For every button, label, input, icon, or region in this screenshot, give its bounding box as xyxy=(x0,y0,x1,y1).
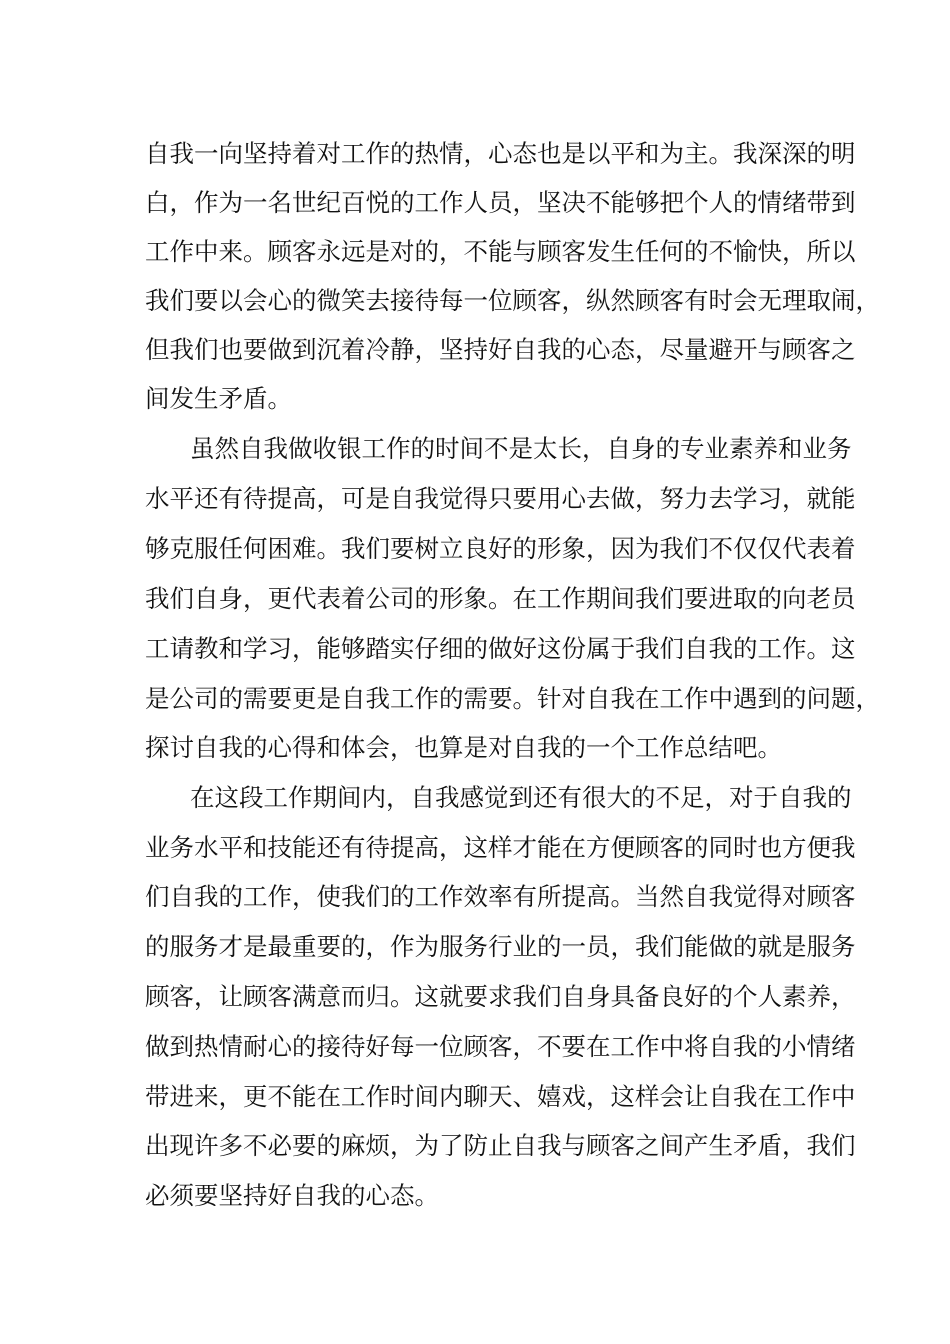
paragraph-3-line-1: 在这段工作期间内，自我感觉到还有很大的不足，对于自我的 xyxy=(190,783,852,812)
paragraph-3-line-3: 们自我的工作，使我们的工作效率有所提高。当然自我觉得对顾客 xyxy=(145,882,856,911)
paragraph-3-line-7: 带进来，更不能在工作时间内聊天、嬉戏，这样会让自我在工作中 xyxy=(145,1082,856,1111)
paragraph-3-line-8: 出现许多不必要的麻烦，为了防止自我与顾客之间产生矛盾，我们 xyxy=(145,1131,856,1160)
paragraph-2-line-3: 够克服任何困难。我们要树立良好的形象，因为我们不仅仅代表着 xyxy=(145,534,856,563)
paragraph-3-line-6: 做到热情耐心的接待好每一位顾客，不要在工作中将自我的小情绪 xyxy=(145,1032,856,1061)
paragraph-2-line-7: 探讨自我的心得和体会，也算是对自我的一个工作总结吧。 xyxy=(145,733,782,762)
paragraph-2-line-1: 虽然自我做收银工作的时间不是太长，自身的专业素养和业务 xyxy=(190,434,852,463)
paragraph-2-line-5: 工请教和学习，能够踏实仔细的做好这份属于我们自我的工作。这 xyxy=(145,634,856,663)
paragraph-3-line-9: 必须要坚持好自我的心态。 xyxy=(145,1181,439,1210)
paragraph-2-line-4: 我们自身，更代表着公司的形象。在工作期间我们要进取的向老员 xyxy=(145,584,856,613)
paragraph-1-line-6: 间发生矛盾。 xyxy=(145,384,292,413)
paragraph-1-line-3: 工作中来。顾客永远是对的，不能与顾客发生任何的不愉快，所以 xyxy=(145,237,856,266)
paragraph-2-line-6: 是公司的需要更是自我工作的需要。针对自我在工作中遇到的问题， xyxy=(145,684,880,713)
paragraph-1-line-2: 白，作为一名世纪百悦的工作人员，坚决不能够把个人的情绪带到 xyxy=(145,188,856,217)
paragraph-1-line-1: 自我一向坚持着对工作的热情，心态也是以平和为主。我深深的明 xyxy=(145,139,856,168)
paragraph-1-line-5: 但我们也要做到沉着冷静，坚持好自我的心态，尽量避开与顾客之 xyxy=(145,335,856,364)
paragraph-3-line-5: 顾客，让顾客满意而归。这就要求我们自身具备良好的个人素养， xyxy=(145,982,856,1011)
paragraph-3-line-2: 业务水平和技能还有待提高，这样才能在方便顾客的同时也方便我 xyxy=(145,833,856,862)
paragraph-2-line-2: 水平还有待提高，可是自我觉得只要用心去做，努力去学习，就能 xyxy=(145,484,856,513)
paragraph-1-line-4: 我们要以会心的微笑去接待每一位顾客，纵然顾客有时会无理取闹， xyxy=(145,286,880,315)
paragraph-3-line-4: 的服务才是最重要的，作为服务行业的一员，我们能做的就是服务 xyxy=(145,932,856,961)
